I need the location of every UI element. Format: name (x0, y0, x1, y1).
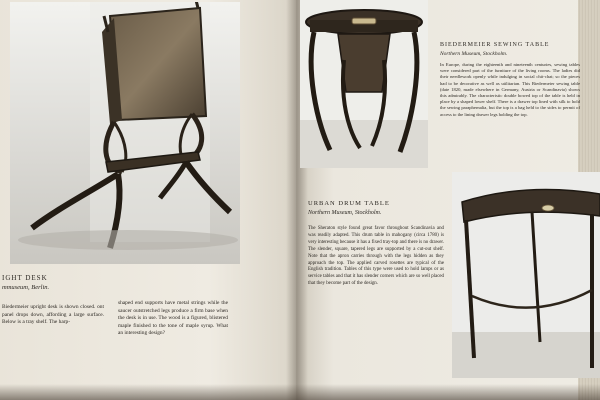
drum-caption-body: The Sheraton style found great favor throughout Scandinavia and was readily adapted. This drum table in mahogany (circa 1780) is very interesting because it has a fixed tray-top and there is no drawer. The slender, square, tapered legs are supported by a cut-out shelf. Note that the apron carries through with the legs hidden as they approach the top. The applied carved rosettes are typical of the English tradition. Tables of this type were used to hold lamps or as service tables and that it has slender corners which are so well placed that they become part of the design. (308, 226, 444, 287)
sewing-caption-body: In Europe, during the eighteenth and nineteenth centuries, sewing tables were considered part of the furniture of the living rooms. The ladies did their needlework openly while indulging in social chit-chat; so the pieces had to be decorative as well as utilitarian. This Biedermeier sewing table (date 1820, made elsewhere in Germany, Austria or Scandinavia) shows this admirably. The characteristic double bowed top of the table is held in place by a shaped lower shelf. There is a drawer top lined with silk to hold the sewing paraphernalia, but the top is a bag held to the sides to permit of access to the lining drawer legs holding the top. (440, 62, 580, 117)
sewing-caption-title: BIEDERMEIER SEWING TABLE (440, 42, 550, 48)
desk-photo (10, 2, 240, 264)
drum-caption-title: URBAN DRUM TABLE (308, 200, 390, 207)
sewing-table-photo (300, 0, 428, 168)
desk-caption-title: IGHT DESK (2, 274, 48, 282)
drum-table-photo (452, 172, 600, 378)
sewing-caption-museum: Northern Museum, Stockholm. (440, 51, 508, 57)
desk-caption-body-right: shaped end supports have metal strings while the saucer outstretched legs produce a firm base when the desk is in use. The wood is a figured, blistered maple finished to the tone of maple syrup. What an interesting design? (118, 300, 228, 337)
desk-illustration (10, 2, 240, 264)
desk-caption-museum: mmuseum, Berlin. (2, 284, 50, 291)
drum-caption-museum: Northern Museum, Stockholm. (308, 210, 382, 216)
sewing-table-illustration (300, 0, 428, 168)
drum-table-illustration (452, 172, 600, 378)
desk-surface-shadow (0, 384, 600, 400)
desk-caption-body-left: Biedermeier upright desk is shown closed. ont panel drops down, affording a large surface. Below is a tray shelf. The harp- (2, 304, 104, 326)
